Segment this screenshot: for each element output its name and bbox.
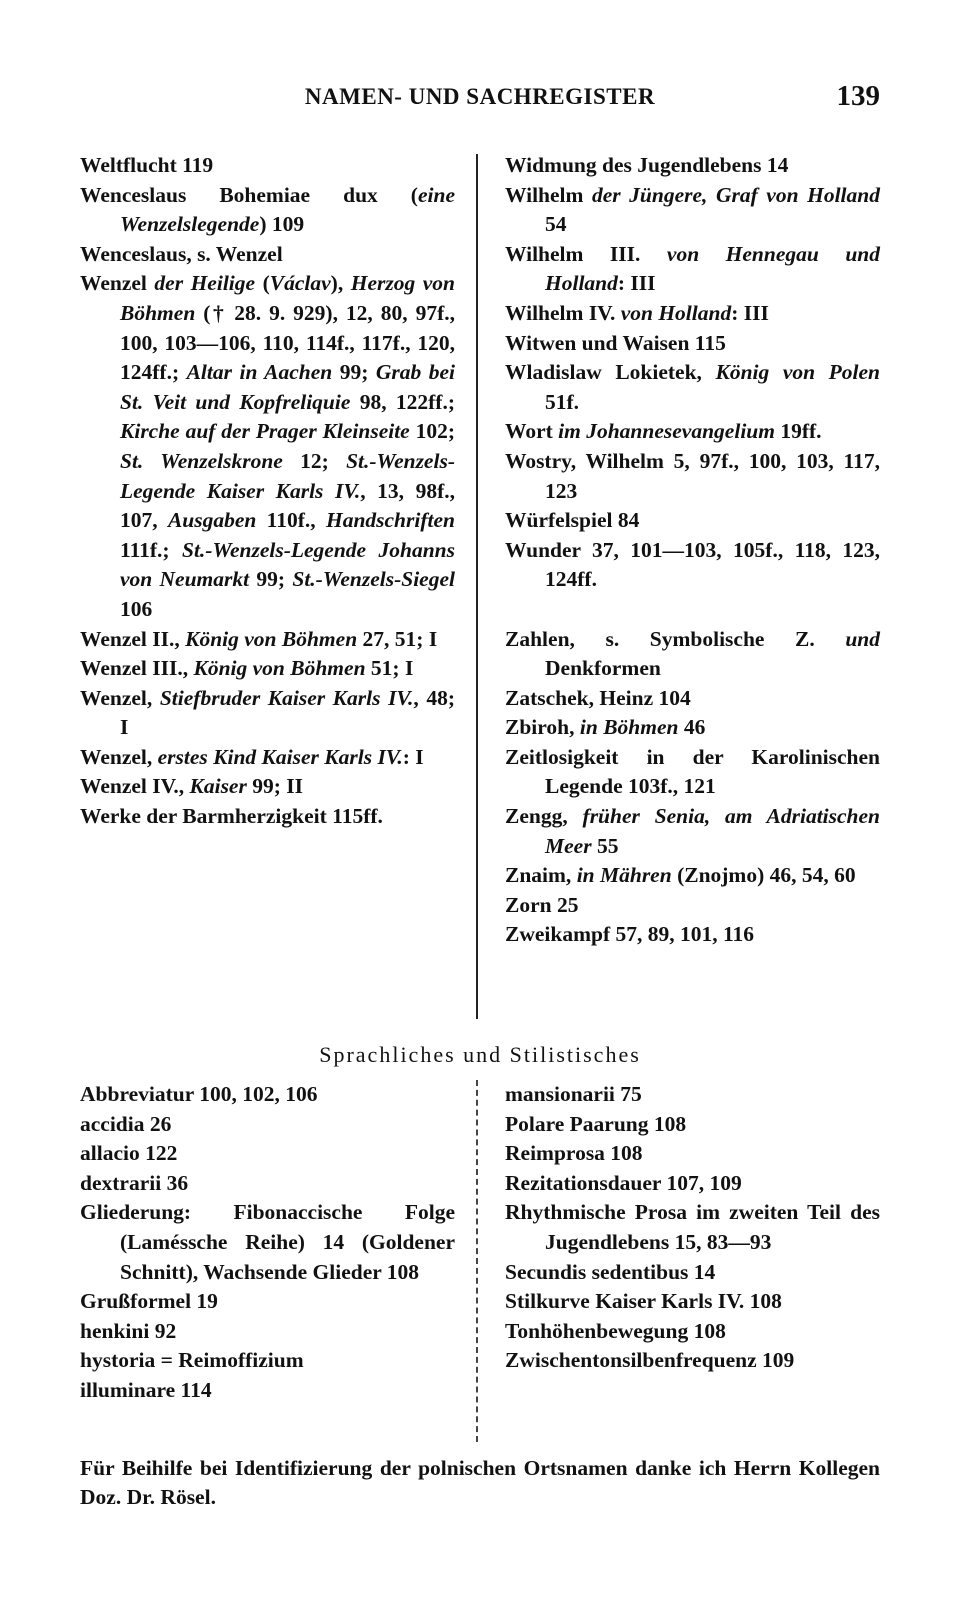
index-columns: [80, 151, 880, 950]
index-entry-italic: König von Böhmen: [193, 656, 366, 681]
index-entry-text: , 13, 98f., 107,: [120, 478, 455, 533]
index-entry: [505, 506, 880, 536]
index-entry: [505, 1317, 880, 1347]
index-entry-text: Zeitlosigkeit in der Karolinischen Legende 103f., 121: [505, 744, 880, 799]
index-entry-text: hystoria = Reimoffizium: [80, 1348, 304, 1373]
index-entry-text: Wenzel IV.,: [80, 774, 190, 799]
index-entry: [505, 1198, 880, 1257]
index-entry-text: Zahlen, s. Symbolische Z.: [505, 626, 846, 651]
index-entry-text: : I: [402, 744, 424, 769]
index-entry-italic: Herzog von Böhmen: [120, 271, 456, 325]
index-entry: [505, 1287, 880, 1317]
index-entry: [505, 1169, 880, 1199]
index-entry-text: Wilhelm IV.: [505, 300, 621, 325]
index-entry: [80, 1198, 455, 1287]
index-entry-text: , 48; I: [120, 685, 456, 740]
index-entry-italic: Handschriften: [325, 508, 455, 533]
index-entry-text: mansionarii 75: [505, 1082, 642, 1106]
index-entry-text: 51f.: [545, 389, 580, 414]
index-entry-text: Wostry, Wilhelm 5, 97f., 100, 103, 117, 123: [505, 448, 880, 503]
index-entry: [505, 536, 880, 595]
index-entry-text: 110f.,: [256, 508, 326, 533]
footnote: Für Beihilfe bei Identifizierung der polnischen Ortsnamen danke ich Herrn Kollegen Doz. Dr. Rösel.: [80, 1456, 880, 1509]
index-entry-text: Wenzel,: [80, 744, 158, 769]
index-entry: [505, 181, 880, 240]
index-entry-text: Gliederung: Fibonaccische Folge (Laméssche Reihe) 14 (Goldener Schnitt), Wachsende Glieder 108: [80, 1200, 455, 1284]
index-entry: [80, 684, 455, 743]
index-entry: [505, 1346, 880, 1376]
index-entry-text: 54: [545, 212, 567, 237]
index-entry: [505, 625, 880, 684]
index-entry-text: Zwischentonsilbenfrequenz 109: [505, 1348, 795, 1373]
index-entry: [505, 920, 880, 950]
index-entry: [80, 151, 455, 181]
index-entry-text: : III: [731, 300, 769, 325]
section-column-right: [505, 1080, 880, 1406]
index-entry-italic: Ausgaben: [167, 508, 257, 533]
index-entry: [505, 151, 880, 181]
index-entry-text: Tonhöhenbewegung 108: [505, 1318, 726, 1343]
index-entry-text: 27, 51; I: [357, 626, 438, 651]
index-entry-italic: von Holland: [620, 300, 732, 325]
index-entry: [80, 240, 455, 270]
index-entry: [80, 1169, 455, 1199]
index-entry-text: Wilhelm III.: [505, 241, 667, 266]
index-entry-italic: im Johannesevangelium: [558, 419, 775, 444]
index-entry-italic: König von Polen: [715, 360, 880, 385]
index-entry-italic: St.-Wenzels-Legende Johanns von Neumarkt: [120, 537, 455, 592]
index-entry: [505, 358, 880, 417]
index-entry: [505, 447, 880, 506]
index-entry-text: (: [255, 271, 270, 296]
index-entry-italic: von Hennegau und Holland: [545, 241, 880, 296]
index-entry-text: Stilkurve Kaiser Karls IV. 108: [505, 1289, 782, 1314]
index-entry-italic: in Böhmen: [579, 715, 679, 740]
index-entry-text: allacio 122: [80, 1141, 178, 1166]
index-entry-italic: in Mähren: [576, 863, 672, 888]
index-entry-text: Wilhelm: [505, 182, 592, 207]
index-column-left: [80, 151, 455, 950]
index-entry-text: (Znojmo) 46, 54, 60: [671, 863, 856, 888]
index-entry-text: 99;: [249, 567, 293, 592]
index-entry-text: Denkformen: [545, 656, 661, 681]
index-entry-text: 46: [678, 715, 706, 740]
index-entry-italic: der Jüngere, Graf von Holland: [591, 182, 880, 207]
index-entry: [80, 802, 455, 832]
index-entry-text: Rhythmische Prosa im zweiten Teil des Jugendlebens 15, 83—93: [505, 1200, 880, 1254]
index-entry-text: 99;: [332, 360, 376, 385]
index-entry-text: Wladislaw Lokietek,: [505, 360, 716, 385]
index-entry-text: Widmung des Jugendlebens 14: [505, 153, 789, 177]
index-entry: [80, 181, 455, 240]
index-entry: [505, 1080, 880, 1110]
index-entry-text: Witwen und Waisen 115: [505, 330, 726, 355]
index-entry: [80, 1080, 455, 1110]
index-entry-text: Polare Paarung 108: [505, 1111, 687, 1136]
index-entry: [505, 684, 880, 714]
index-entry-text: Secundis sedentibus 14: [505, 1259, 716, 1284]
index-entry-italic: Kirche auf der Prager Kleinseite: [120, 419, 410, 444]
index-entry-text: Wort: [505, 419, 559, 444]
index-entry-text: Wenceslaus Bohemiae dux (: [80, 182, 418, 207]
index-entry: [505, 891, 880, 921]
index-entry-text: Grußformel 19: [80, 1289, 218, 1314]
index-entry-text: dextrarii 36: [80, 1170, 189, 1195]
index-entry-italic: Grab bei St. Veit und Kopfreliquie: [120, 360, 455, 414]
index-entry: [80, 1287, 455, 1317]
index-entry-text: 102;: [409, 419, 455, 444]
index-entry-text: accidia 26: [80, 1111, 172, 1136]
index-entry-italic: früher Senia, am Adriatischen Meer: [545, 804, 881, 858]
index-entry-text: Zorn 25: [505, 892, 579, 917]
index-entry-italic: und: [845, 626, 880, 651]
index-entry-text: Werke der Barmherzigkeit 115ff.: [80, 804, 383, 829]
section-column-divider: [476, 1080, 478, 1442]
entry-gap: [505, 595, 880, 625]
index-entry-text: 111f.;: [120, 537, 182, 562]
index-entry-text: Weltflucht 119: [80, 153, 214, 177]
index-entry-italic: Stiefbruder Kaiser Karls IV.: [159, 685, 414, 710]
index-entry-text: Wenzel: [80, 271, 155, 296]
index-entry-text: 98, 122ff.;: [350, 389, 455, 414]
index-entry-italic: Kaiser: [189, 774, 247, 799]
index-entry-italic: Václav: [269, 271, 331, 296]
index-entry-text: Zatschek, Heinz 104: [505, 685, 691, 710]
index-entry: [505, 861, 880, 891]
section-column-left: [80, 1080, 455, 1406]
index-entry-text: Wenzel,: [80, 685, 160, 710]
index-entry-italic: eine Wenzelslegende: [120, 182, 455, 237]
index-entry-italic: der Heilige: [154, 271, 256, 296]
index-entry-text: Zengg,: [505, 804, 583, 829]
index-entry-text: ) 109: [259, 212, 305, 237]
index-entry: [505, 240, 880, 299]
index-entry-text: Zbiroh,: [505, 715, 580, 740]
index-entry: [80, 743, 455, 773]
index-entry-text: 106: [120, 596, 153, 621]
index-entry: [80, 1317, 455, 1347]
index-entry-text: Reimprosa 108: [505, 1141, 643, 1166]
index-entry-text: Wenceslaus, s. Wenzel: [80, 241, 283, 266]
page-number: 139: [836, 80, 880, 112]
running-title: NAMEN- UND SACHREGISTER: [304, 84, 656, 109]
index-entry-text: ),: [330, 271, 351, 296]
column-divider: [476, 154, 478, 1019]
index-entry: [505, 417, 880, 447]
index-entry-text: Rezitationsdauer 107, 109: [505, 1170, 742, 1195]
index-entry: [80, 654, 455, 684]
index-entry: [80, 1139, 455, 1169]
index-entry: [505, 1258, 880, 1288]
index-entry: [505, 802, 880, 861]
index-entry: [505, 713, 880, 743]
index-entry-text: 51; I: [365, 656, 414, 681]
index-entry: [505, 329, 880, 359]
index-entry-text: 12;: [282, 448, 347, 473]
index-entry-text: Wunder 37, 101—103, 105f., 118, 123, 124ff.: [505, 537, 880, 592]
index-column-right: [505, 151, 880, 950]
index-entry: [80, 772, 455, 802]
index-entry-text: illuminare 114: [80, 1377, 212, 1402]
index-entry-italic: St.-Wenzels-Legende Kaiser Karls IV.: [120, 448, 455, 503]
index-entry-text: Abbreviatur 100, 102, 106: [80, 1082, 318, 1106]
index-entry-italic: St. Wenzelskrone: [120, 448, 283, 473]
index-entry: [80, 625, 455, 655]
index-entry-text: 55: [591, 833, 619, 858]
index-entry-text: Würfelspiel 84: [505, 508, 640, 533]
index-entry: [80, 1346, 455, 1376]
index-entry-italic: erstes Kind Kaiser Karls IV.: [157, 744, 403, 769]
index-entry: [505, 1110, 880, 1140]
index-entry-italic: Altar in Aachen: [186, 360, 333, 385]
index-entry-italic: St.-Wenzels-Siegel: [292, 567, 455, 592]
index-entry: [80, 1110, 455, 1140]
index-entry: [505, 743, 880, 802]
index-entry: [505, 1139, 880, 1169]
section-heading: Sprachliches und Stilistisches: [319, 1042, 641, 1067]
index-entry-text: 99; II: [246, 774, 303, 799]
index-entry-text: Wenzel II.,: [80, 626, 186, 651]
index-entry-text: († 28. 9. 929), 12, 80, 97f., 100, 103—106, 110, 114f., 117f., 120, 124ff.;: [120, 300, 455, 385]
index-entry-text: 19ff.: [774, 419, 822, 444]
index-entry-text: Zweikampf 57, 89, 101, 116: [505, 922, 755, 947]
section-columns: [80, 1080, 880, 1406]
index-entry-text: Znaim,: [505, 863, 577, 888]
page-header: [80, 80, 880, 124]
index-entry: [80, 1376, 455, 1406]
index-entry: [80, 269, 455, 624]
index-entry-text: : III: [617, 271, 656, 296]
index-entry: [505, 299, 880, 329]
index-entry-text: henkini 92: [80, 1318, 177, 1343]
index-entry-text: Wenzel III.,: [80, 656, 194, 681]
index-entry-italic: König von Böhmen: [185, 626, 358, 651]
